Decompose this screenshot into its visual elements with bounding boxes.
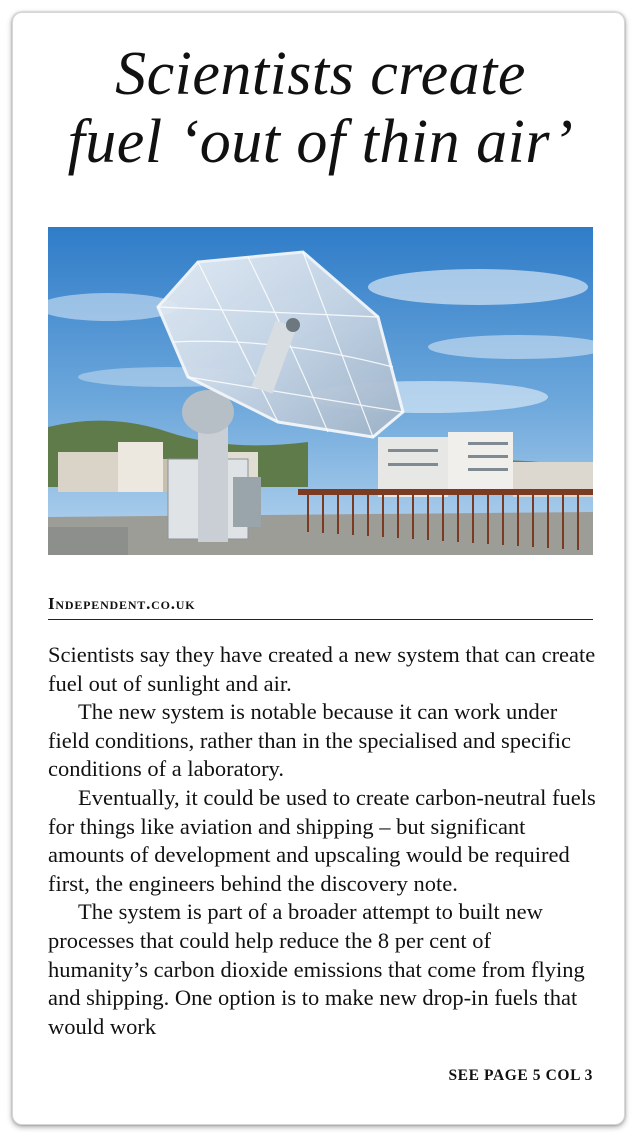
paragraph: The system is part of a broader attempt to built new processes that could help reduce the 8 per cent of humanity’s carbon dioxide emissions that come from flying and shipping. One option is to make new drop-in fuels that would work — [48, 899, 585, 1039]
headline — [0, 40, 641, 176]
paragraph: The new system is notable because it can work under field conditions, rather than in the specialised and specific conditions of a laboratory. — [48, 699, 571, 782]
paragraph: Eventually, it could be used to create carbon-neutral fuels for things like aviation and shipping – but significant amounts of development and upscaling would be required first, the engineers behind the discovery note. — [48, 784, 596, 896]
paragraph: Scientists say they have created a new system that can create fuel out of sunlight and air. — [48, 642, 596, 696]
source-label: Independent.co.uk — [48, 594, 593, 620]
continued-reference: SEE PAGE 5 COL 3 — [448, 1067, 593, 1084]
headline-line-2: fuel ‘out of thin air’ — [67, 108, 574, 176]
headline-line-1: Scientists create — [115, 40, 526, 108]
solar-dish-photo — [48, 227, 593, 555]
article-body — [48, 641, 596, 1041]
